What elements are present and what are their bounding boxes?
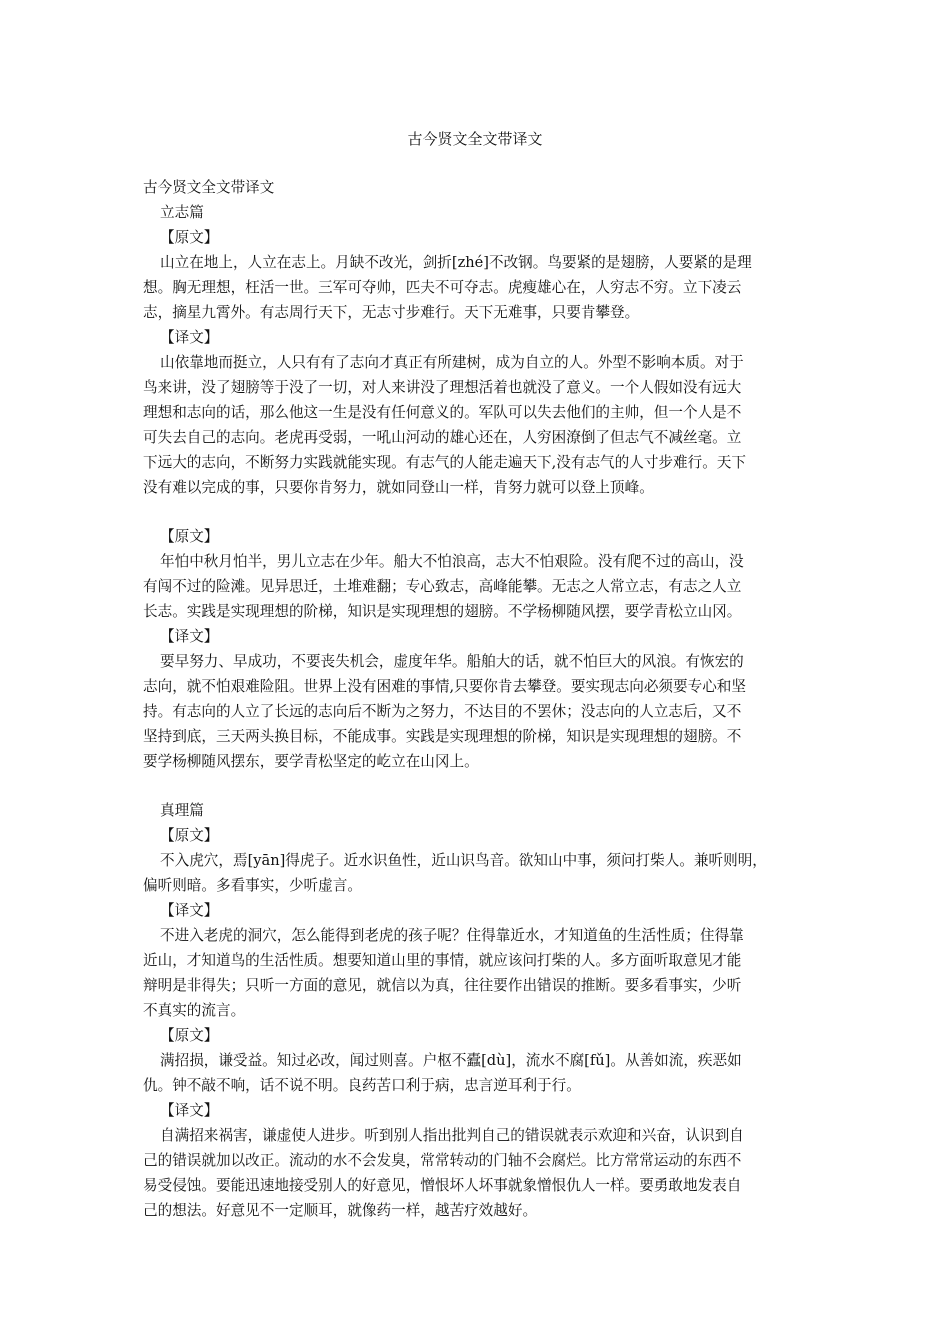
label-original: 【原文】 <box>160 1027 219 1044</box>
text-line: 下远大的志向，不断努力实践就能实现。有志气的人能走遍天下,没有志气的人寸步难行。天下 <box>143 454 746 471</box>
text-line: 辩明是非得失；只听一方面的意见，就信以为真，往往要作出错误的推断。要多看事实，少听 <box>143 977 742 994</box>
text-line: 易受侵蚀。要能迅速地接受别人的好意见，憎恨坏人坏事就象憎恨仇人一样。要勇敢地发表自 <box>143 1177 742 1194</box>
text-line: 偏听则暗。多看事实，少听虚言。 <box>143 877 362 894</box>
text-line: 理想和志向的话，那么他这一生是没有任何意义的。军队可以失去他们的主帅，但一个人是不 <box>143 404 742 421</box>
text-line: 近山，才知道鸟的生活性质。想要知道山里的事情，就应该问打柴的人。多方面听取意见才能 <box>143 952 742 969</box>
text-line: 不真实的流言。 <box>143 1002 246 1019</box>
text-line: 要早努力、早成功，不要丧失机会，虚度年华。船舶大的话，就不怕巨大的风浪。有恢宏的 <box>160 653 744 670</box>
label-translation: 【译文】 <box>160 628 219 645</box>
text-line: 持。有志向的人立了长远的志向后不断为之努力，不达目的不罢休；没志向的人立志后，又不 <box>143 703 742 720</box>
label-translation: 【译文】 <box>160 329 219 346</box>
section-heading: 立志篇 <box>160 204 204 221</box>
text-line: 满招损，谦受益。知过必改，闻过则喜。户枢不蠹[dù]，流水不腐[fǔ]。从善如流，疾恶如 <box>160 1052 742 1069</box>
text-line: 想。胸无理想，枉活一世。三军可夺帅，匹夫不可夺志。虎瘦雄心在，人穷志不穷。立下凌云 <box>143 279 742 296</box>
text-line: 可失去自己的志向。老虎再受弱，一吼山河动的雄心还在，人穷困潦倒了但志气不减丝毫。立 <box>143 429 742 446</box>
text-line: 山立在地上，人立在志上。月缺不改光，剑折[zhé]不改钢。鸟要紧的是翅膀，人要紧的是理 <box>160 254 752 271</box>
text-line: 不入虎穴，焉[yān]得虎子。近水识鱼性，近山识鸟音。欲知山中事，须问打柴人。兼听则明， <box>160 852 767 869</box>
text-line: 自满招来祸害，谦虚使人进步。听到别人指出批判自己的错误就表示欢迎和兴奋，认识到自 <box>160 1127 744 1144</box>
label-translation: 【译文】 <box>160 1102 219 1119</box>
text-line: 坚持到底，三天两头换目标，不能成事。实践是实现理想的阶梯，知识是实现理想的翅膀。不 <box>143 728 742 745</box>
section-heading: 真理篇 <box>160 802 204 819</box>
text-line: 鸟来讲，没了翅膀等于没了一切，对人来讲没了理想活着也就没了意义。一个人假如没有远大 <box>143 379 742 396</box>
text-line: 己的想法。好意见不一定顺耳，就像药一样，越苦疗效越好。 <box>143 1202 538 1219</box>
text-line: 有闯不过的险滩。见异思迁，土堆难翻；专心致志，高峰能攀。无志之人常立志，有志之人立 <box>143 578 742 595</box>
label-original: 【原文】 <box>160 827 219 844</box>
text-line: 要学杨柳随风摆东，要学青松坚定的屹立在山冈上。 <box>143 753 479 770</box>
text-line: 没有难以完成的事，只要你肯努力，就如同登山一样，肯努力就可以登上顶峰。 <box>143 479 654 496</box>
text-line: 不进入老虎的洞穴，怎么能得到老虎的孩子呢？住得靠近水，才知道鱼的生活性质；住得靠 <box>160 927 744 944</box>
text-line: 己的错误就加以改正。流动的水不会发臭，常常转动的门轴不会腐烂。比方常常运动的东西不 <box>143 1152 742 1169</box>
label-translation: 【译文】 <box>160 902 219 919</box>
text-line: 志，摘星九霄外。有志周行天下，无志寸步难行。天下无难事，只要肯攀登。 <box>143 304 640 321</box>
heading-line: 古今贤文全文带译文 <box>143 179 275 196</box>
text-line: 年怕中秋月怕半，男儿立志在少年。船大不怕浪高，志大不怕艰险。没有爬不过的高山，没 <box>160 553 744 570</box>
document-title: 古今贤文全文带译文 <box>407 130 543 148</box>
text-line: 长志。实践是实现理想的阶梯，知识是实现理想的翅膀。不学杨柳随风摆，要学青松立山冈。 <box>143 603 742 620</box>
label-original: 【原文】 <box>160 528 219 545</box>
label-original: 【原文】 <box>160 229 219 246</box>
text-line: 志向，就不怕艰难险阻。世界上没有困难的事情,只要你肯去攀登。要实现志向必须要专心和坚 <box>143 678 746 695</box>
text-line: 仇。钟不敲不响，话不说不明。良药苦口利于病，忠言逆耳利于行。 <box>143 1077 581 1094</box>
text-line: 山依靠地而挺立，人只有有了志向才真正有所建树，成为自立的人。外型不影响本质。对于 <box>160 354 744 371</box>
